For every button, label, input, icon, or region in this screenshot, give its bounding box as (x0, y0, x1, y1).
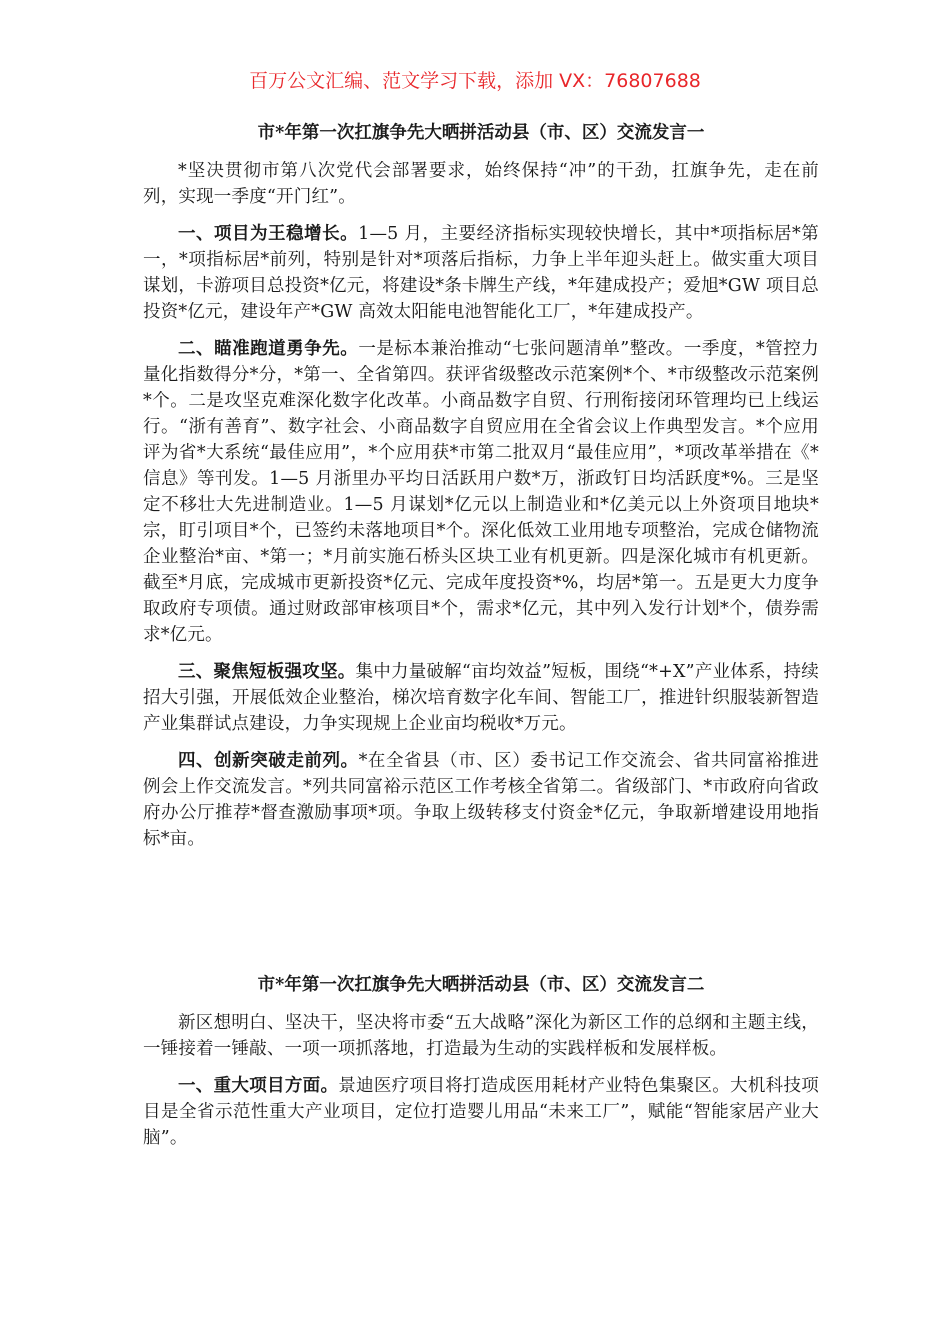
section-heading: 二、瞄准跑道勇争先。 (178, 339, 359, 359)
section-body: 一是标本兼治推动“七张问题清单”整改。一季度，*管控力量化指数得分*分，*第一、全省第四。获评省级整改示范案例*个、*市级整改示范案例*个。二是攻坚克难深化数字化改革。小商品数字自贸、行刑衔接闭环管理均已上线运行。“浙有善育”、数字社会、小商品数字自贸应用在全省会议上作典型发言。*个应用评为省*大系统“最佳应用”，*个应用获*市第二批双月“最佳应用”，*项改革举措在《*信息》等刊发。1—5 月浙里办平均日活跃用户数*万，浙政钉日均活跃度*%。三是坚定不移壮大先进制造业。1—5 月谋划*亿元以上制造业和*亿美元以上外资项目地块*宗，盯引项目*个，已签约未落地项目*个。深化低效工业用地专项整治，完成仓储物流企业整治*亩、*第一；*月前实施石桥头区块工业有机更新。四是深化城市有机更新。截至*月底，完成城市更新投资*亿元、完成年度投资*%，均居*第一。五是更大力度争取政府专项债。通过财政部审核项目*个，需求*亿元，其中列入发行计划*个，债券需求*亿元。 (143, 339, 820, 645)
article-intro: *坚决贯彻市第八次党代会部署要求，始终保持“冲”的干劲，扛旗争先，走在前列，实现一季度“开门红”。 (143, 161, 819, 207)
section-body: 1—5 月，主要经济指标实现较快增长，其中*项指标居*第一，*项指标居*前列，特别是针对*项落后指标，力争上半年迎头赶上。做实重大项目谋划，卡游项目总投资*亿元，将建设*条卡牌生产线，*年建成投产；爱旭*GW 项目总投资*亿元，建设年产*GW 高效太阳能电池智能化工厂，*年建成投产。 (143, 224, 819, 322)
section-body: *在全省县（市、区）委书记工作交流会、省共同富裕推进例会上作交流发言。*列共同富裕示范区工作考核全省第二。省级部门、*市政府向省政府办公厅推荐*督查激励事项*项。争取上级转移支付资金*亿元，争取新增建设用地指标*亩。 (143, 751, 820, 849)
section-heading: 三、聚焦短板强攻坚。 (178, 662, 356, 682)
section-paragraph (143, 748, 819, 852)
section-heading: 四、创新突破走前列。 (178, 751, 359, 771)
section-paragraph (143, 659, 819, 737)
section-heading: 一、重大项目方面。 (178, 1076, 339, 1096)
article-title: 市*年第一次扛旗争先大晒拼活动县（市、区）交流发言二 (257, 975, 705, 995)
article-title: 市*年第一次扛旗争先大晒拼活动县（市、区）交流发言一 (257, 123, 705, 143)
article-intro: 新区想明白、坚决干，坚决将市委“五大战略”深化为新区工作的总纲和主题主线，一锤接着一锤敲、一项一项抓落地，打造最为生动的实践样板和发展样板。 (143, 1013, 819, 1059)
section-paragraph (143, 221, 819, 325)
section-heading: 一、项目为王稳增长。 (178, 224, 359, 244)
article-2 (143, 972, 819, 1151)
article-1 (143, 120, 819, 852)
header-banner: 百万公文汇编、范文学习下载，添加 VX：76807688 (249, 70, 701, 92)
section-paragraph (143, 336, 819, 648)
section-body: 景迪医疗项目将打造成医用耗材产业特色集聚区。大机科技项目是全省示范性重大产业项目，定位打造婴儿用品“未来工厂”，赋能“智能家居产业大脑”。 (143, 1076, 819, 1148)
section-paragraph (143, 1073, 819, 1151)
section-body: 集中力量破解“亩均效益”短板，围绕“*+X”产业体系，持续招大引强，开展低效企业整治，梯次培育数字化车间、智能工厂，推进针织服装新智造产业集群试点建设，力争实现规上企业亩均税收*万元。 (143, 662, 819, 734)
